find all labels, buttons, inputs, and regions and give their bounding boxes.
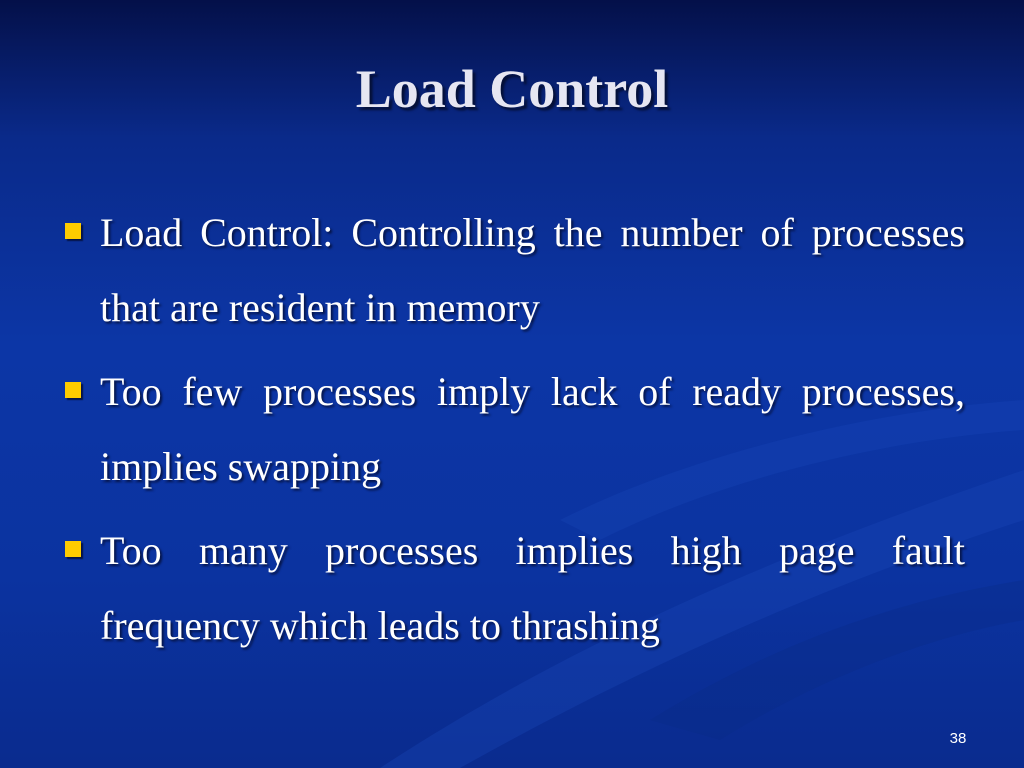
- slide-page-number: 38: [949, 730, 967, 747]
- bullet-text: Too few processes imply lack of ready processes, implies swapping: [100, 369, 965, 489]
- bullet-text: Load Control: Controlling the number of processes that are resident in memory: [100, 210, 965, 330]
- slide-title: Load Control: [355, 59, 669, 119]
- square-bullet-icon: [65, 541, 81, 557]
- bullet-text: Too many processes implies high page fault frequency which leads to thrashing: [100, 528, 965, 648]
- square-bullet-icon: [65, 382, 81, 398]
- bullet-list: [60, 195, 965, 672]
- bullet-item: [60, 354, 965, 504]
- bullet-item: [60, 195, 965, 345]
- bullet-item: [60, 513, 965, 663]
- square-bullet-icon: [65, 223, 81, 239]
